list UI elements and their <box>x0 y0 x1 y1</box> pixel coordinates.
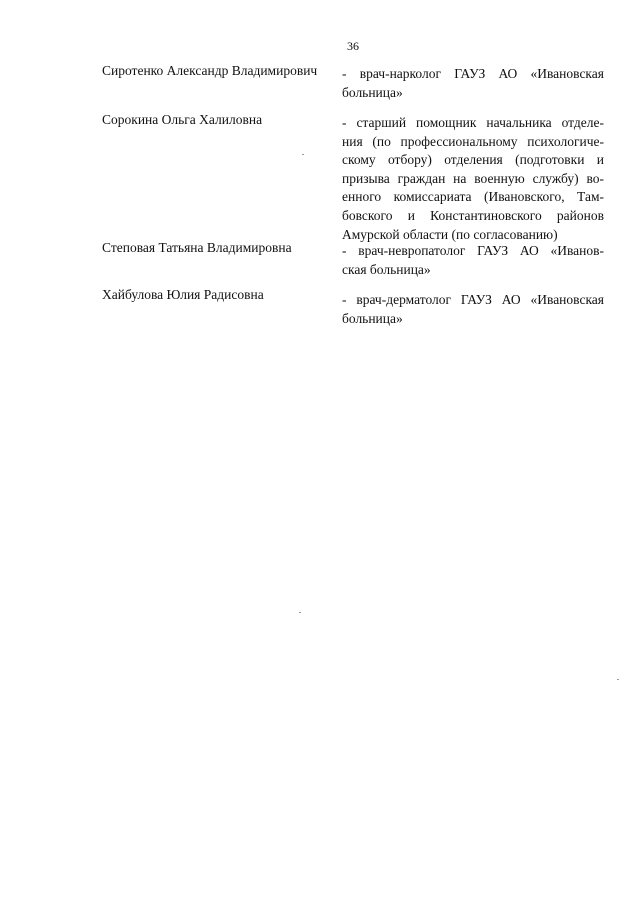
member-name: Сиротенко Александр Владимирович <box>102 63 318 78</box>
position-line: енного комиссариата (Ивановского, Там- <box>342 189 604 205</box>
member-name: Хайбулова Юлия Радисовна <box>102 287 264 302</box>
member-name: Сорокина Ольга Халиловна <box>102 112 263 127</box>
position-line: больница» <box>342 310 403 326</box>
position-line: скому отбору) отделения (подготовки и <box>342 152 604 168</box>
position-line: Амурской области (по согласованию) <box>342 226 558 242</box>
member-position <box>342 291 604 328</box>
position-line: - врач-невропатолог ГАУЗ АО «Иванов- <box>342 243 604 258</box>
member-name: Степовая Татьяна Владимировна <box>102 240 292 255</box>
page-number: 36 <box>347 39 359 53</box>
member-position <box>342 65 604 102</box>
scan-speck <box>302 154 304 155</box>
position-line: ния (по профессиональному психологиче- <box>342 133 604 149</box>
scan-speck <box>617 679 619 680</box>
position-line: бовского и Константиновского районов <box>342 207 604 223</box>
member-position <box>342 242 604 279</box>
position-line: - врач-дерматолог ГАУЗ АО «Ивановская <box>342 292 604 307</box>
scan-speck <box>299 612 301 613</box>
member-position <box>342 114 604 244</box>
position-line: - врач-нарколог ГАУЗ АО «Ивановская <box>342 66 604 81</box>
position-line: больница» <box>342 84 403 100</box>
position-line: - старший помощник начальника отделе- <box>342 115 604 130</box>
position-line: призыва граждан на военную службу) во- <box>342 170 604 186</box>
position-line: ская больница» <box>342 261 431 277</box>
